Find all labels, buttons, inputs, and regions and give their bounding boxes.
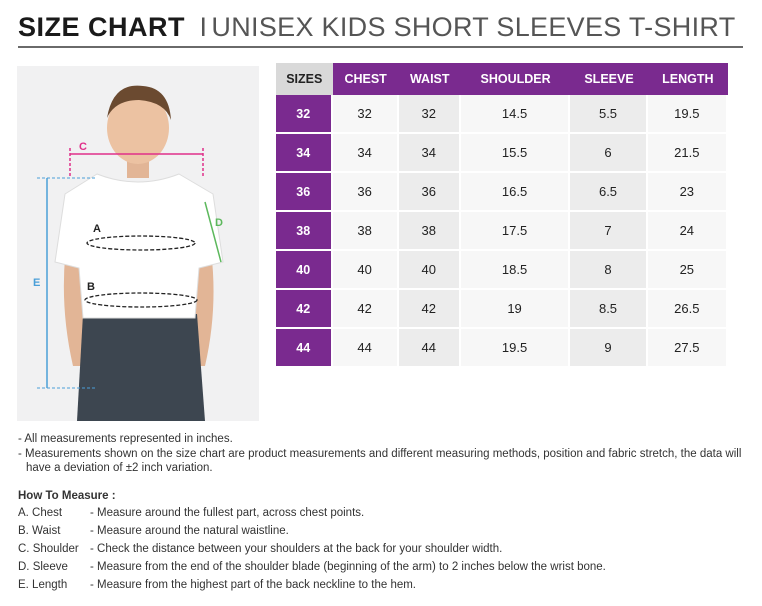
col-header-length: LENGTH — [648, 63, 728, 95]
table-row — [276, 290, 728, 329]
waist-cell: 32 — [399, 95, 461, 134]
shoulder-cell: 19 — [461, 290, 571, 329]
how-to-item — [18, 507, 758, 525]
chest-cell: 32 — [333, 95, 399, 134]
sleeve-cell: 9 — [570, 329, 647, 368]
sleeve-cell: 8.5 — [570, 290, 647, 329]
size-cell: 36 — [276, 173, 333, 212]
label-b: B — [87, 281, 95, 293]
how-to-measure — [18, 490, 758, 597]
how-to-item — [18, 525, 758, 543]
label-a: A — [93, 223, 101, 235]
sleeve-cell: 6 — [570, 134, 647, 173]
how-to-text: - Measure from the end of the shoulder blade (beginning of the arm) to 2 inches below the wrist bone. — [90, 561, 606, 573]
shorts — [77, 314, 205, 421]
shoulder-cell: 15.5 — [461, 134, 571, 173]
table-row — [276, 251, 728, 290]
waist-cell: 34 — [399, 134, 461, 173]
notes — [18, 432, 748, 476]
title-subtitle: UNISEX KIDS SHORT SLEEVES T-SHIRT — [211, 12, 736, 42]
size-chart-table — [276, 63, 728, 368]
shoulder-cell: 17.5 — [461, 212, 571, 251]
waist-cell: 44 — [399, 329, 461, 368]
length-cell: 24 — [648, 212, 728, 251]
label-e: E — [33, 277, 41, 289]
sleeve-cell: 6.5 — [570, 173, 647, 212]
how-to-heading: How To Measure : — [18, 490, 116, 502]
how-to-text: - Measure around the natural waistline. — [90, 525, 289, 537]
waist-cell: 36 — [399, 173, 461, 212]
title-main: SIZE CHART — [18, 12, 185, 42]
how-to-label: B. Waist — [18, 525, 61, 537]
table-row — [276, 173, 728, 212]
col-header-sleeve: SLEEVE — [570, 63, 647, 95]
how-to-label: C. Shoulder — [18, 543, 79, 555]
sleeve-cell: 7 — [570, 212, 647, 251]
page-title — [18, 12, 743, 48]
chest-cell: 38 — [333, 212, 399, 251]
size-cell: 40 — [276, 251, 333, 290]
how-to-label: D. Sleeve — [18, 561, 68, 573]
shoulder-cell: 14.5 — [461, 95, 571, 134]
col-header-sizes: SIZES — [276, 63, 333, 95]
table-row — [276, 212, 728, 251]
chest-cell: 34 — [333, 134, 399, 173]
note-deviation: - Measurements shown on the size chart are product measurements and different measuring methods, position and fabric stretch, the data will have a deviation of ±2 inch variation. — [18, 447, 742, 474]
shoulder-cell: 18.5 — [461, 251, 571, 290]
length-cell: 27.5 — [648, 329, 728, 368]
length-cell: 26.5 — [648, 290, 728, 329]
how-to-text: - Measure around the fullest part, across chest points. — [90, 507, 365, 519]
col-header-chest: CHEST — [333, 63, 399, 95]
size-cell: 42 — [276, 290, 333, 329]
size-cell: 32 — [276, 95, 333, 134]
length-cell: 25 — [648, 251, 728, 290]
table-row — [276, 134, 728, 173]
how-to-text: - Measure from the highest part of the back neckline to the hem. — [90, 579, 417, 591]
waist-cell: 42 — [399, 290, 461, 329]
sleeve-cell: 5.5 — [570, 95, 647, 134]
sleeve-cell: 8 — [570, 251, 647, 290]
how-to-text: - Check the distance between your shoulders at the back for your shoulder width. — [90, 543, 503, 555]
how-to-item — [18, 579, 758, 597]
chest-cell: 44 — [333, 329, 399, 368]
col-header-shoulder: SHOULDER — [461, 63, 571, 95]
how-to-label: E. Length — [18, 579, 68, 591]
title-separator: I — [199, 12, 207, 42]
shoulder-cell: 19.5 — [461, 329, 571, 368]
length-cell: 21.5 — [648, 134, 728, 173]
kid-illustration — [17, 66, 259, 421]
table-row — [276, 329, 728, 368]
label-c: C — [79, 141, 87, 153]
chest-cell: 40 — [333, 251, 399, 290]
how-to-item — [18, 561, 758, 579]
waist-cell: 38 — [399, 212, 461, 251]
waist-cell: 40 — [399, 251, 461, 290]
model-measurement-diagram — [17, 66, 259, 421]
label-d: D — [215, 217, 223, 229]
size-cell: 38 — [276, 212, 333, 251]
chest-cell: 36 — [333, 173, 399, 212]
length-cell: 23 — [648, 173, 728, 212]
how-to-label: A. Chest — [18, 507, 63, 519]
size-cell: 44 — [276, 329, 333, 368]
length-cell: 19.5 — [648, 95, 728, 134]
chest-cell: 42 — [333, 290, 399, 329]
size-cell: 34 — [276, 134, 333, 173]
col-header-waist: WAIST — [399, 63, 461, 95]
table-row — [276, 95, 728, 134]
note-units: - All measurements represented in inches. — [18, 433, 233, 445]
how-to-item — [18, 543, 758, 561]
table-header-row — [276, 63, 728, 95]
shoulder-cell: 16.5 — [461, 173, 571, 212]
